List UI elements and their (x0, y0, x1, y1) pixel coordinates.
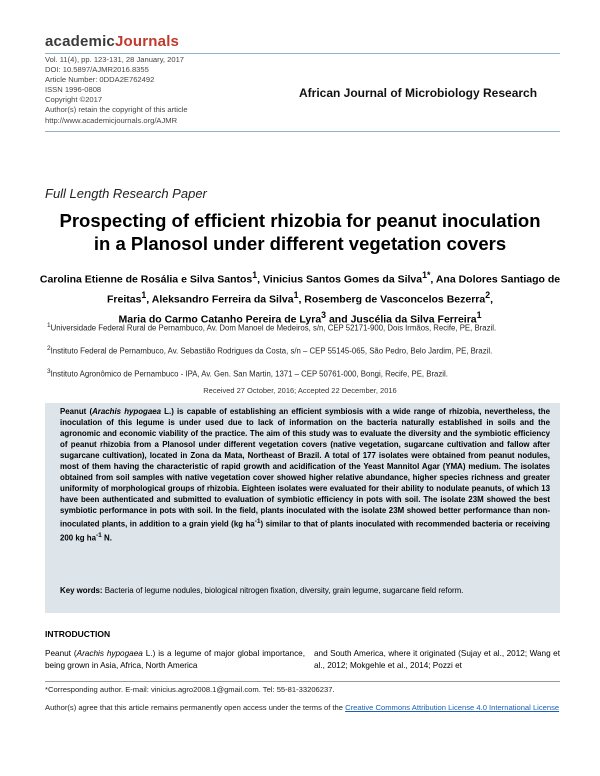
author-sup: 1 (252, 270, 258, 280)
affiliation-sup: 1 (47, 322, 51, 329)
affiliation-3 (47, 367, 562, 380)
meta-issn: ISSN 1996-0808 (45, 85, 102, 95)
meta-url[interactable]: http://www.academicjournals.org/AJMR (45, 115, 178, 125)
abstract-end: N. (101, 533, 112, 543)
license-link[interactable]: Creative Commons Attribution License 4.0 International License (345, 703, 560, 712)
footer-divider (45, 681, 560, 682)
paper-type: Full Length Research Paper (45, 186, 207, 201)
abstract-mid: ) similar to that of plants inoculated with recommended bacteria or receiving 200 kg ha (60, 519, 550, 543)
license-text: Author(s) agree that this article remains permanently open access under the terms of the (45, 703, 346, 712)
keywords (60, 585, 550, 596)
intro-col1-a: Peanut ( (45, 649, 77, 658)
author-sup: 2 (485, 290, 491, 300)
author-name: Rosemberg de Vasconcelos Bezerra (304, 293, 486, 306)
affiliation-2 (47, 344, 562, 357)
author-name: Carolina Etienne de Rosália e Silva Santos (39, 273, 253, 286)
meta-rights: Author(s) retain the copyright of this article (45, 105, 188, 115)
affiliation-sup: 2 (47, 345, 51, 352)
paper-title (20, 209, 580, 255)
affiliation-text: Instituto Federal de Pernambuco, Av. Sebastião Rodrigues da Costa, s/n – CEP 55145-065, São Pedro, Belo Jardim, PE, Brazil. (50, 346, 493, 356)
abstract-species: Arachis hypogaea (92, 407, 162, 416)
abstract-sup-1: -1 (254, 518, 261, 525)
title-line-2: in a Planosol under different vegetation covers (93, 233, 507, 254)
logo-text-journals: Journals (114, 33, 180, 50)
article-meta (45, 55, 188, 126)
author-name: Maria do Carmo Catanho Pereira de Lyra (118, 313, 322, 326)
author-name: Aleksandro Ferreira da Silva (151, 293, 294, 306)
affiliation-1 (47, 321, 562, 334)
author-sup: 1 (293, 290, 299, 300)
intro-species: Arachis hypogaea (76, 649, 143, 658)
intro-column-2: and South America, where it originated (Sujay et al., 2012; Wang et al., 2012; Mokgehle et al., 2014; Pozzi et (314, 649, 560, 670)
author-list: Carolina Etienne de Rosália e Silva Santos$^1$, Vinicius Santos Gomes da Silva$^{1*}$, Ana Dolores Santiago de Freitas$^1$, Aleksandro Ferreira da Silva$^1$, Rosemberg de Vasconcelos Bezerra$^2$, Maria do Carmo Catanho Pereira de Lyra$^3$ and Juscélia da Silva Ferreira$^1$ (39, 270, 561, 326)
author-sup: 3 (321, 310, 327, 320)
corresponding-author: *Corresponding author. E-mail: vinicius.agro2008.1@gmail.com. Tel: 55-81-33206237. (45, 685, 335, 694)
logo-text-academic: academic (45, 33, 115, 50)
title-line-1: Prospecting of efficient rhizobia for peanut inoculation (59, 210, 541, 231)
affiliation-text: Instituto Agronômico de Pernambuco - IPA, Av. Gen. San Martin, 1371 – CEP 50761-000, Bongi, Recife, PE, Brazil. (50, 369, 448, 379)
meta-article-number: Article Number: 0DDA2E762492 (45, 75, 155, 85)
publisher-logo (45, 33, 179, 50)
abstract-sup-2: -1 (95, 531, 102, 539)
meta-copyright: Copyright ©2017 (45, 95, 103, 105)
introduction-heading: INTRODUCTION (45, 629, 111, 639)
author-sup: 1 (141, 290, 147, 300)
meta-volume: Vol. 11(4), pp. 123-131, 28 January, 2017 (45, 55, 185, 64)
author-name: Vinicius Santos Gomes da Silva (262, 273, 423, 286)
journal-name: African Journal of Microbiology Research (299, 86, 538, 100)
affiliation-text: Universidade Federal Rural de Pernambuco, Av. Dom Manoel de Medeiros, s/n, CEP 52171-900, Dois Irmãos, Recife, PE, Brazil. (50, 323, 497, 333)
intro-col1-b: L.) is a legume of major global importance, being grown in Asia, Africa, North America (45, 649, 306, 670)
author-sup: 1* (422, 270, 431, 280)
author-name: Ana Dolores Santiago de Freitas (106, 273, 561, 306)
received-accepted-dates: Received 27 October, 2016; Accepted 22 December, 2016 (203, 386, 397, 395)
abstract-lead: Peanut ( (60, 407, 93, 416)
author-sup: 1 (476, 310, 482, 320)
license-note (45, 703, 560, 714)
abstract-body: L.) is capable of establishing an efficient symbiosis with a wide range of rhizobia, nevertheless, the inoculation of this legume is under used due to lack of information on the bacteria naturally established in soils and the agronomic and economic viability of the practice. The aim of this study was to evaluate the diversity and the symbiotic efficiency of peanut rhizobia from a Planosol under different vegetation covers (native vegetation, sugarcane cultivation and fallow after sugarcane cultivation), located in Zona da Mata, Northeast of Brazil. A total of 177 isolates were obtained from peanut nodules, most of them having the characteristic of rapid growth and acidification of the Yeast Mannitol Agar (YMA) medium. The isolates obtained from soil samples with native vegetation cover showed higher relative abundance, higher species richness and greater uniformity of morphological groups of rhizobia. Eighteen isolates were evaluated for their ability to nodulate peanuts, of which 13 have been authenticated and submitted to evaluation of symbiotic efficiency in pots with soil. The isolate 23M showed the best symbiotic performance in pots with soil. In the field, plants inoculated with the isolate 23M showed better performance than non-inoculated plants, in addition to a grain yield (kg ha (60, 407, 550, 529)
keywords-text: Bacteria of legume nodules, biological nitrogen fixation, diversity, grain legume, sugarcane field reform. (102, 586, 464, 595)
meta-doi: DOI: 10.5897/AJMR2016.8355 (45, 65, 149, 75)
keywords-label: Key words: (60, 586, 103, 595)
abstract-text (60, 406, 550, 543)
affiliation-sup: 3 (47, 368, 51, 375)
intro-column-1 (45, 648, 305, 671)
author-name: Juscélia da Silva Ferreira (350, 313, 477, 326)
